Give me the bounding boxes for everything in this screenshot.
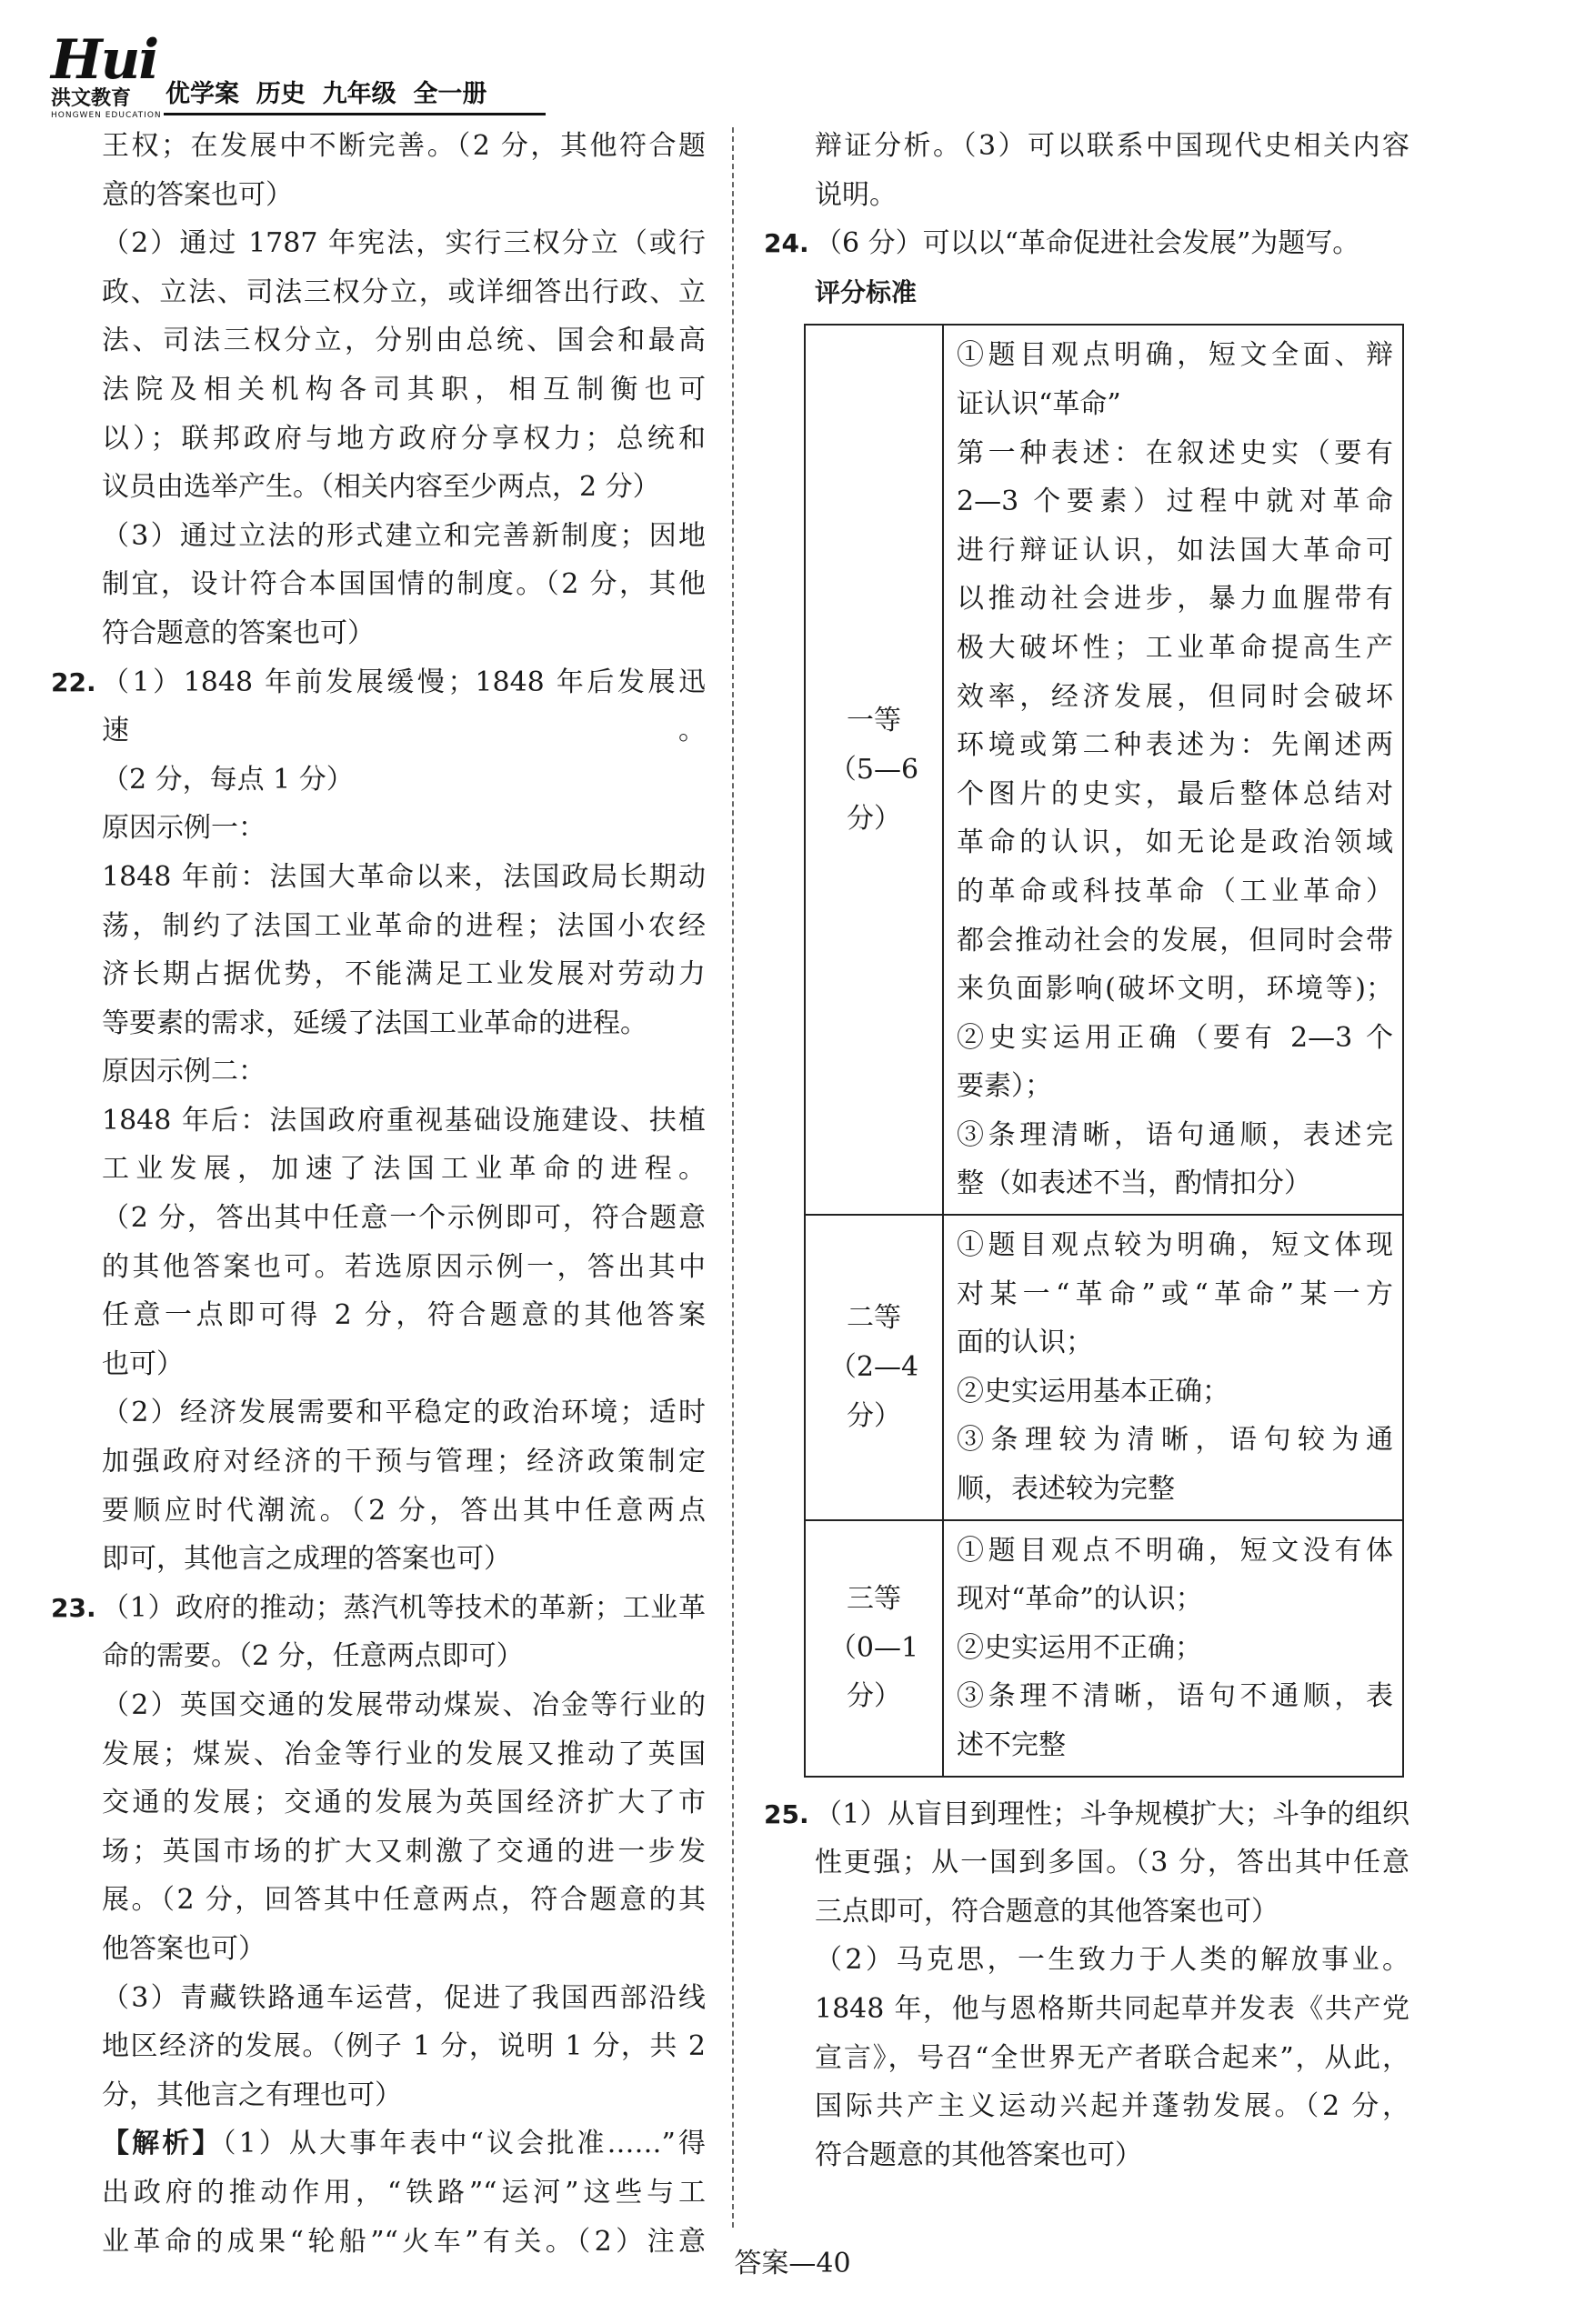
grade-label: 二等 [847, 1302, 901, 1335]
publisher-name-en: HONGWEN EDUCATION [51, 111, 162, 120]
q23-continuation [764, 122, 1409, 219]
text-line: 他答案也可） [102, 1932, 266, 1965]
criteria-line: 2—3 个要素）过程中就对革命 [957, 486, 1393, 518]
text-line: 1848 年后：法国政府重视基础设施建设、扶植 [102, 1104, 706, 1137]
analysis-line [102, 2119, 706, 2169]
criteria-line: ③条理清晰，语句通顺，表述完 [957, 1118, 1393, 1151]
page-header [51, 28, 560, 120]
text-line: 意的答案也可） [102, 178, 293, 211]
publisher-name: 洪文教育 [51, 87, 132, 110]
reason-title: 原因示例一： [102, 812, 266, 845]
question-24 [764, 219, 1409, 316]
text-line: 即可，其他言之成理的答案也可） [102, 1543, 511, 1576]
criteria-line: 的革命或科技革命（工业革命） [957, 875, 1393, 907]
criteria-line: 极大破坏性；工业革命提高生产 [957, 631, 1393, 664]
publisher-logo-mark: Hui [51, 28, 158, 92]
criteria-line: 顺，表述较为完整 [957, 1473, 1175, 1506]
grade-score: （5—6 分） [828, 753, 919, 835]
criteria-line: 面的认识； [957, 1327, 1093, 1359]
book-title: 优学案 历史 九年级 全一册 [166, 80, 487, 108]
text-line: 1848 年，他与恩格斯共同起草并发表《共产党 [815, 1992, 1409, 2025]
criteria-line: 要素）； [957, 1070, 1052, 1103]
criteria-line: ①题目观点明确，短文全面、辩 [957, 339, 1393, 372]
criteria-cell [943, 1215, 1403, 1520]
criteria-line: 效率，经济发展，但同时会破坏 [957, 680, 1393, 713]
text-line: （2 分，答出其中任意一个示例即可，符合题意 [102, 1202, 706, 1235]
criteria-line: ②史实运用基本正确； [957, 1375, 1229, 1407]
criteria-line: 证认识“革命” [957, 387, 1121, 420]
text-line: 符合题意的答案也可） [102, 616, 375, 649]
criteria-line: 个图片的史实，最后整体总结对 [957, 777, 1393, 810]
text-line: （2）马克思，一生致力于人类的解放事业。 [815, 1944, 1409, 1977]
text-line: （1）1848 年前发展缓慢；1848 年后发展迅速。 [102, 666, 706, 747]
rubric-title: 评分标准 [815, 276, 918, 307]
text-line: 等要素的需求，延缓了法国工业革命的进程。 [102, 1007, 647, 1039]
criteria-cell [943, 325, 1403, 1215]
analysis-text: （1）从大事年表中“议会批准……”得 [222, 2128, 707, 2160]
text-line: 政、立法、司法三权分立，或详细答出行政、立 [102, 275, 706, 308]
text-line: 宣言》，号召“全世界无产者联合起来”，从此， [815, 2041, 1409, 2074]
text-line: 要顺应时代潮流。（2 分，答出其中任意两点 [102, 1494, 706, 1527]
criteria-line: 来负面影响(破坏文明，环境等)； [957, 973, 1393, 1006]
grade-cell [805, 325, 943, 1215]
q21-part3 [51, 512, 706, 658]
text-line: 性更强；从一国到多国。（3 分，答出其中任意 [815, 1847, 1409, 1879]
criteria-line: 都会推动社会的发展，但同时会带 [957, 924, 1393, 957]
criteria-line: 环境或第二种表述为：先阐述两 [957, 729, 1393, 762]
q21-continuation [51, 122, 706, 219]
left-column [51, 122, 706, 2266]
text-line: 辩证分析。（3）可以联系中国现代史相关内容 [815, 130, 1409, 162]
rubric-row [805, 325, 1403, 1215]
rubric-row [805, 1520, 1403, 1777]
text-line: （2 分，每点 1 分） [102, 763, 354, 796]
text-line: （1）政府的推动；蒸汽机等技术的革新；工业革 [102, 1591, 706, 1624]
text-line: 展。（2 分，回答其中任意两点，符合题意的其 [102, 1884, 706, 1917]
text-line: 三点即可，符合题意的其他答案也可） [815, 1895, 1279, 1928]
grade-score: （2—4 分） [828, 1351, 919, 1432]
text-line: 的其他答案也可。若选原因示例一，答出其中 [102, 1250, 706, 1283]
text-line: （1）从盲目到理性；斗争规模扩大；斗争的组织 [815, 1798, 1409, 1830]
criteria-line: 整（如表述不当，酌情扣分） [957, 1167, 1311, 1200]
text-line: 也可） [102, 1347, 184, 1380]
criteria-line: 述不完整 [957, 1729, 1066, 1761]
criteria-line: 以推动社会进步，暴力血腥带有 [957, 583, 1393, 616]
text-line: 发展；煤炭、冶金等行业的发展又推动了英国 [102, 1738, 706, 1770]
text-line: 法、司法三权分立，分别由总统、国会和最高 [102, 325, 706, 357]
question-22 [51, 658, 706, 1584]
criteria-line: ③条理较为清晰，语句较为通 [957, 1424, 1393, 1457]
text-line: 荡，制约了法国工业革命的进程；法国小农经 [102, 909, 706, 942]
column-divider [732, 127, 734, 2228]
header-rule [164, 113, 546, 115]
text-line: （2）通过 1787 年宪法，实行三权分立（或行 [102, 227, 706, 260]
rubric-table [804, 324, 1404, 1777]
text-line: 分，其他言之有理也可） [102, 2079, 402, 2111]
question-number: 23. [51, 1592, 96, 1623]
text-line: 议员由选举产生。（相关内容至少两点，2 分） [102, 471, 660, 504]
criteria-line: ①题目观点不明确，短文没有体 [957, 1534, 1393, 1567]
text-line: 任意一点即可得 2 分，符合题意的其他答案 [102, 1299, 706, 1332]
criteria-line: ③条理不清晰，语句不通顺，表 [957, 1680, 1393, 1713]
criteria-line: 进行辩证认识，如法国大革命可 [957, 534, 1393, 566]
question-number: 24. [764, 228, 809, 259]
text-line: 加强政府对经济的干预与管理；经济政策制定 [102, 1446, 706, 1478]
text-line: 地区经济的发展。（例子 1 分，说明 1 分，共 2 [102, 2030, 706, 2063]
question-25 [764, 1790, 1409, 2180]
criteria-line: ①题目观点较为明确，短文体现 [957, 1229, 1393, 1262]
text-line: 1848 年前：法国大革命以来，法国政局长期动 [102, 860, 706, 893]
criteria-cell [943, 1520, 1403, 1777]
reason-title: 原因示例二： [102, 1056, 266, 1088]
text-line: 制宜，设计符合本国国情的制度。（2 分，其他 [102, 568, 706, 601]
question-23 [51, 1584, 706, 2266]
grade-cell [805, 1520, 943, 1777]
grade-label: 三等 [847, 1583, 901, 1616]
text-line: 工业发展，加速了法国工业革命的进程。 [102, 1153, 706, 1186]
text-line: 以）；联邦政府与地方政府分享权力；总统和 [102, 422, 706, 455]
text-line: 王权；在发展中不断完善。（2 分，其他符合题 [102, 130, 706, 162]
criteria-line: ②史实运用正确（要有 2—3 个 [957, 1021, 1393, 1054]
text-line: 交通的发展；交通的发展为英国经济扩大了市 [102, 1787, 706, 1819]
question-text: （6 分）可以以“革命促进社会发展”为题写。 [815, 227, 1360, 260]
text-line: （3）青藏铁路通车运营，促进了我国西部沿线 [102, 1981, 706, 2014]
text-line: 济长期占据优势，不能满足工业发展对劳动力 [102, 958, 706, 991]
criteria-line: 第一种表述：在叙述史实（要有 [957, 436, 1393, 469]
right-column [764, 122, 1409, 2179]
text-line: 出政府的推动作用，“铁路”“运河”这些与工 [102, 2176, 706, 2209]
text-line: 场；英国市场的扩大又刺激了交通的进一步发 [102, 1835, 706, 1868]
text-line: 法院及相关机构各司其职，相互制衡也可 [102, 373, 706, 406]
criteria-line: 革命的认识，如无论是政治领域 [957, 826, 1393, 859]
text-line: 命的需要。（2 分，任意两点即可） [102, 1640, 524, 1673]
criteria-line: 对某一“革命”或“革命”某一方 [957, 1277, 1393, 1310]
text-line: （3）通过立法的形式建立和完善新制度；因地 [102, 519, 706, 552]
criteria-line: ②史实运用不正确； [957, 1631, 1202, 1664]
page-number: 答案—40 [734, 2248, 851, 2279]
text-line: （2）经济发展需要和平稳定的政治环境；适时 [102, 1397, 706, 1429]
text-line: 业革命的成果“轮船”“火车”有关。（2）注意 [102, 2225, 706, 2258]
criteria-line: 现对“革命”的认识； [957, 1583, 1203, 1616]
grade-cell [805, 1215, 943, 1520]
text-line: 说明。 [815, 178, 897, 211]
question-number: 22. [51, 666, 96, 697]
grade-label: 一等 [847, 705, 901, 737]
text-line: 符合题意的其他答案也可） [815, 2139, 1142, 2171]
grade-score: （0—1 分） [828, 1631, 919, 1713]
analysis-label: 【解析】 [102, 2128, 223, 2160]
q21-part2 [51, 219, 706, 512]
text-line: 国际共产主义运动兴起并蓬勃发展。（2 分， [815, 2090, 1409, 2123]
rubric-row [805, 1215, 1403, 1520]
text-line: （2）英国交通的发展带动煤炭、冶金等行业的 [102, 1689, 706, 1721]
question-number: 25. [764, 1798, 809, 1829]
